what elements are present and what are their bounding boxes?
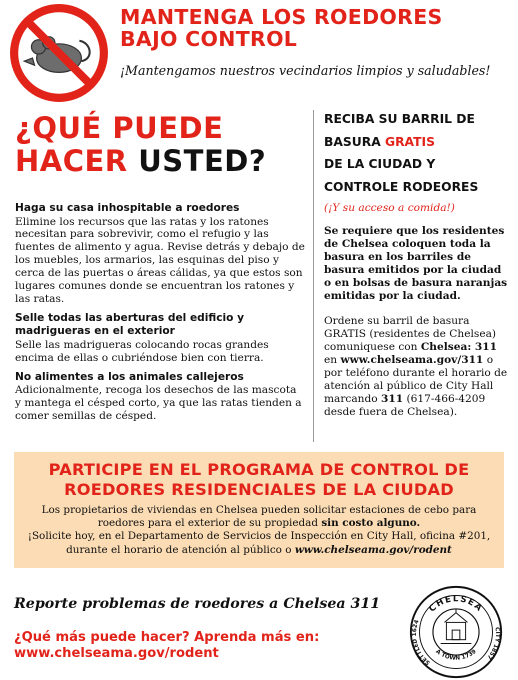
seal-right-text: CITY 1857 bbox=[485, 626, 501, 661]
title-line-2: BAJO CONTROL bbox=[120, 27, 298, 51]
order-part: en bbox=[324, 354, 338, 366]
chelsea-seal bbox=[408, 584, 504, 680]
what-can-you-do-heading bbox=[15, 112, 305, 178]
requirement-text: Se requiere que los residentes de Chelsea coloquen toda la basura en los barriles de basura emitidos por la ciudad o en bolsas de basura naranjas emitidas por la ciudad. bbox=[324, 225, 508, 302]
order-part: (617-466-4209 desde fuera de Chelsea). bbox=[324, 393, 486, 418]
learn-more bbox=[14, 630, 404, 662]
order-part: o por teléfono durante el horario de atención al público de City Hall marcando bbox=[324, 354, 508, 405]
title-line-1: MANTENGA LOS ROEDORES bbox=[120, 5, 443, 29]
tip-body: Selle las madrigueras colocando rocas grandes encima de ellas o cubriéndose bien con tierra. bbox=[15, 338, 269, 364]
program-box bbox=[14, 452, 504, 568]
program-title-line-2: ROEDORES RESIDENCIALES DE LA CIUDAD bbox=[64, 480, 454, 499]
program-text-part: ¡Solicite hoy, en el Departamento de Servicios de Inspección en City Hall, oficina #201, durante el horario de atención al público o bbox=[27, 530, 491, 556]
heading-usted: USTED? bbox=[138, 144, 267, 178]
program-url-link[interactable]: www.chelseama.gov/rodent bbox=[294, 543, 452, 556]
program-text-part: Los propietarios de viviendas en Chelsea pueden solicitar estaciones de cebo para roedores para el exterior de su propiedad bbox=[41, 504, 477, 530]
tip-body: Elimine los recursos que las ratas y los ratones necesitan para sobrevivir, como el refugio y las fuentes de alimento y agua. Revise detrás y debajo de los muebles, los armarios, las esquinas del piso y cerca de las puertas o áreas cálidas, ya que estos son lugares comunes donde se encuentran los ratones y las ratas. bbox=[15, 215, 305, 305]
seal-bottom-text: A TOWN 1739 bbox=[434, 648, 478, 662]
seal-top-text: CHELSEA bbox=[427, 594, 485, 615]
seal-left-text: SETTLED 1624 bbox=[411, 619, 432, 666]
tip-no-feeding bbox=[15, 371, 305, 423]
tip-heading: Selle todas las aberturas del edificio y madrigueras en el exterior bbox=[15, 311, 245, 338]
order-contact: Chelsea: 311 bbox=[420, 341, 498, 353]
program-title bbox=[14, 460, 504, 500]
tip-heading: No alimentes a los animales callejeros bbox=[15, 370, 244, 383]
tip-heading: Haga su casa inhospitable a roedores bbox=[15, 202, 240, 214]
learn-more-question: ¿Qué más puede hacer? Aprenda más en: bbox=[14, 630, 320, 645]
barrel-line-2 bbox=[324, 131, 509, 154]
barrel-line-4: CONTROLE RODEORES bbox=[324, 179, 479, 194]
order-url-link[interactable]: www.chelseama.gov/311 bbox=[340, 354, 484, 366]
barrel-line-1: RECIBA SU BARRIL DE bbox=[324, 112, 475, 126]
barrel-gratis: GRATIS bbox=[385, 134, 435, 149]
learn-more-link[interactable]: www.chelseama.gov/rodent bbox=[14, 646, 219, 661]
no-rat-icon bbox=[8, 2, 110, 104]
barrel-basura: BASURA bbox=[324, 134, 381, 149]
heading-line-1: ¿QUÉ PUEDE bbox=[15, 111, 224, 145]
access-note: (¡Y su acceso a comida!) bbox=[324, 202, 455, 214]
barrel-heading bbox=[324, 108, 509, 198]
program-text bbox=[20, 504, 498, 557]
program-title-line-1: PARTICIPE EN EL PROGRAMA DE CONTROL DE bbox=[48, 460, 470, 479]
report-line: Reporte problemas de roedores a Chelsea 311 bbox=[14, 596, 381, 612]
tip-seal-openings bbox=[15, 312, 305, 365]
tip-body: Adicionalmente, recoga los desechos de las mascota y mantega el césped corto, ya que las ratas tienden a comer semillas de césped. bbox=[15, 384, 302, 422]
barrel-line-3: DE LA CIUDAD Y bbox=[324, 157, 436, 171]
heading-line-2 bbox=[15, 145, 305, 178]
order-text bbox=[324, 315, 509, 419]
column-divider bbox=[313, 110, 314, 442]
right-column bbox=[324, 108, 509, 419]
order-part: Ordene su barril de basura GRATIS (residentes de Chelsea) comuniquese con bbox=[324, 315, 497, 353]
page-title bbox=[120, 6, 510, 50]
program-free: sin costo alguno. bbox=[321, 517, 421, 530]
heading-hacer: HACER bbox=[15, 144, 128, 178]
page-subtitle: ¡Mantengamos nuestros vecindarios limpios y saludables! bbox=[120, 63, 491, 78]
left-column bbox=[15, 110, 305, 423]
tip-inhospitable bbox=[15, 202, 305, 306]
order-phone: 311 bbox=[381, 393, 404, 405]
